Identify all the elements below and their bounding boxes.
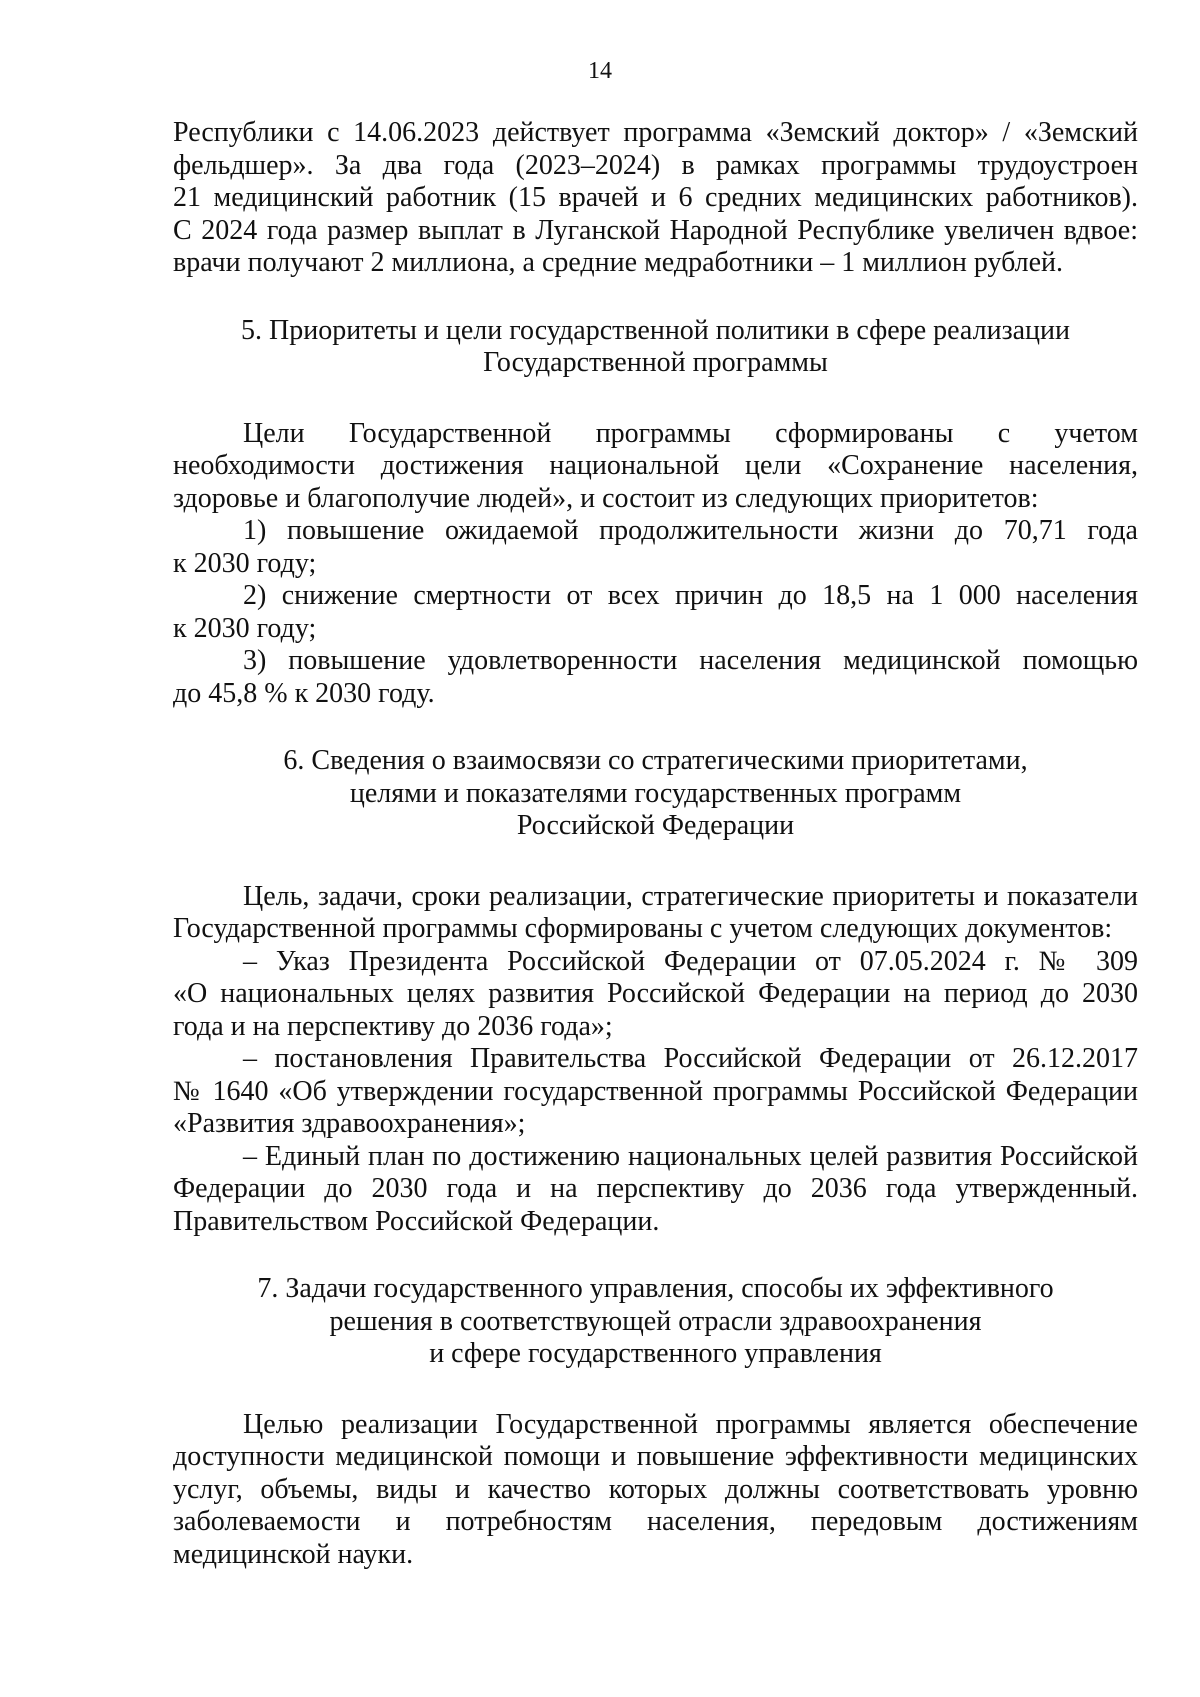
text-line: к 2030 году; <box>173 547 317 579</box>
heading-line: решения в соответствующей отрасли здравоохранения <box>329 1305 982 1337</box>
heading-line: Государственной программы <box>483 347 828 378</box>
text-line: № 1640 «Об утверждении государственной программы Российской Федерации <box>173 1075 1138 1107</box>
heading-line: и сфере государственного управления <box>429 1338 882 1369</box>
text-line: «О национальных целях развития Российской Федерации на период до 2030 <box>173 978 1138 1009</box>
text-line: 21 медицинский работник (15 врачей и 6 средних медицинских работников). <box>173 182 1138 213</box>
text-line: Правительством Российской Федерации. <box>173 1205 660 1237</box>
text-line: Цели Государственной программы сформированы с учетом <box>243 417 1138 449</box>
text-line: Федерации до 2030 года и на перспективу до 2036 года утвержденный. <box>173 1173 1138 1204</box>
page-number: 14 <box>588 58 612 84</box>
text-line: 3) повышение удовлетворенности населения медицинской помощью <box>243 645 1138 676</box>
section-7-paragraph <box>173 1409 1138 1572</box>
text-line: фельдшер». За два года (2023–2024) в рамках программы трудоустроен <box>173 149 1138 181</box>
text-line: Государственной программы сформированы с учетом следующих документов: <box>173 913 1113 944</box>
section-6-paragraph <box>173 881 1138 946</box>
text-line: 1) повышение ожидаемой продолжительности жизни до 70,71 года <box>243 515 1138 546</box>
text-line: медицинской науки. <box>173 1538 414 1570</box>
priority-item-3 <box>173 645 1138 710</box>
section-6-heading <box>173 745 1138 843</box>
text-line: – Указ Президента Российской Федерации от 07.05.2024 г. № 309 <box>243 945 1138 977</box>
text-line: заболеваемости и потребностям населения, передовым достижениям <box>173 1506 1138 1537</box>
priority-item-1 <box>173 515 1138 580</box>
document-item-3 <box>173 1141 1138 1239</box>
heading-line: 6. Сведения о взаимосвязи со стратегическими приоритетами, <box>283 745 1028 776</box>
text-line: «Развития здравоохранения»; <box>173 1108 526 1139</box>
text-line: доступности медицинской помощи и повышение эффективности медицинских <box>173 1441 1138 1472</box>
intro-paragraph <box>173 117 1138 280</box>
text-line: Республики с 14.06.2023 действует программа «Земский доктор» / «Земский <box>173 117 1138 148</box>
text-line: – постановления Правительства Российской Федерации от 26.12.2017 <box>243 1043 1138 1074</box>
text-line: услуг, объемы, виды и качество которых должны соответствовать уровню <box>173 1473 1138 1505</box>
text-line: до 45,8 % к 2030 году. <box>173 677 435 709</box>
heading-line: Российской Федерации <box>516 810 795 841</box>
text-line: Целью реализации Государственной программы является обеспечение <box>243 1408 1138 1440</box>
heading-line: 7. Задачи государственного управления, способы их эффективного <box>257 1273 1054 1304</box>
text-line: врачи получают 2 миллиона, а средние медработники – 1 миллион рублей. <box>173 247 1064 278</box>
heading-line: 5. Приоритеты и цели государственной политики в сфере реализации <box>240 314 1071 346</box>
text-line: к 2030 году; <box>173 612 317 644</box>
section-7-heading <box>173 1273 1138 1371</box>
text-line: необходимости достижения национальной цели «Сохранение населения, <box>173 450 1138 481</box>
document-body <box>173 117 1138 1571</box>
text-line: 2) снижение смертности от всех причин до 18,5 на 1 000 населения <box>243 580 1138 611</box>
text-line: здоровье и благополучие людей», и состоит из следующих приоритетов: <box>173 482 1039 514</box>
text-line: С 2024 года размер выплат в Луганской Народной Республике увеличен вдвое: <box>173 214 1138 246</box>
section-5-paragraph <box>173 418 1138 516</box>
text-line: года и на перспективу до 2036 года»; <box>173 1010 613 1042</box>
section-5-heading <box>173 315 1138 380</box>
document-item-2 <box>173 1043 1138 1141</box>
text-line: Цель, задачи, сроки реализации, стратегические приоритеты и показатели <box>243 880 1138 912</box>
document-item-1 <box>173 946 1138 1044</box>
priority-item-2 <box>173 580 1138 645</box>
heading-line: целями и показателями государственных программ <box>349 777 962 809</box>
text-line: – Единый план по достижению национальных целей развития Российской <box>243 1140 1138 1172</box>
